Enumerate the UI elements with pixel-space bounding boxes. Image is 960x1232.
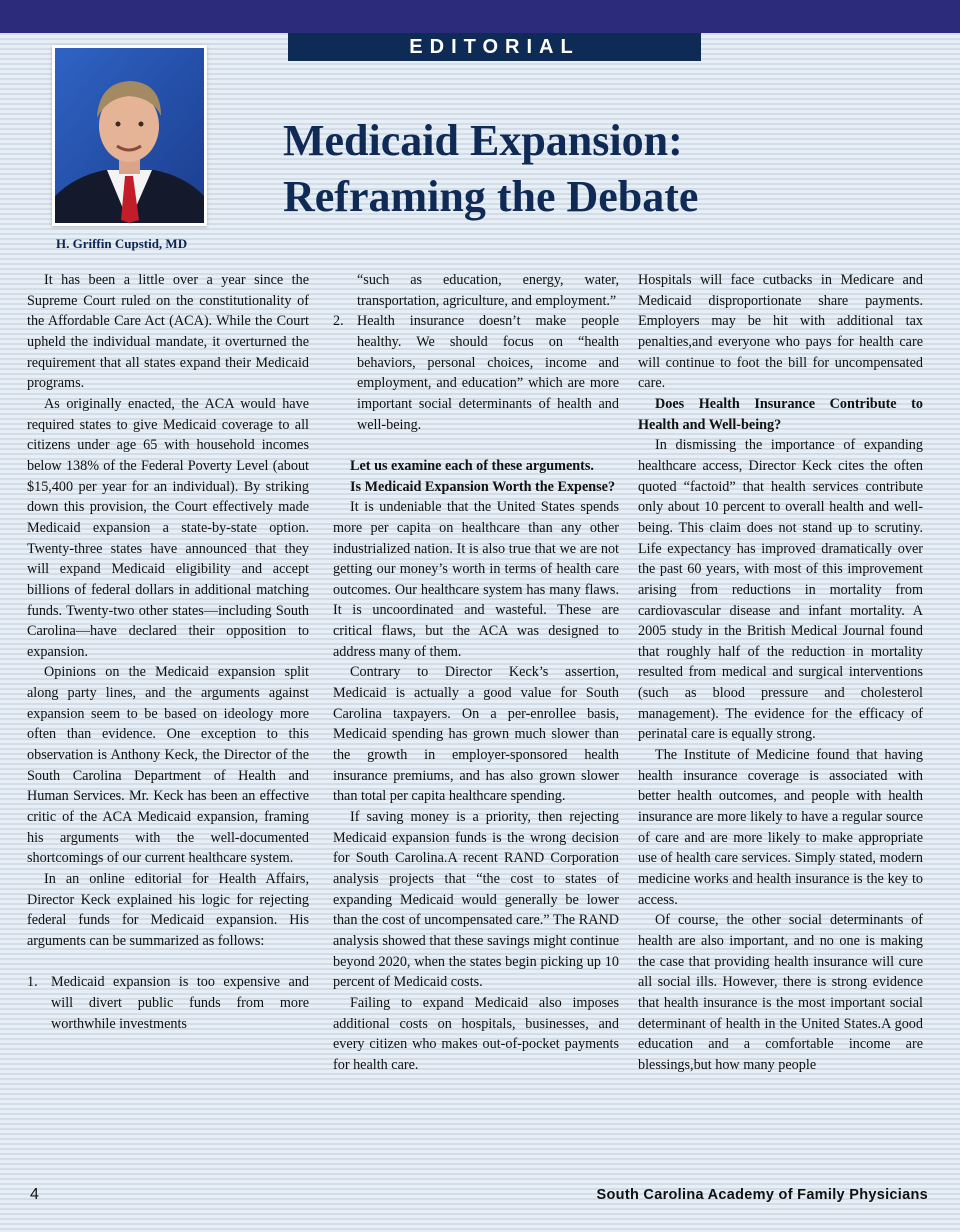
list-item (333, 270, 619, 311)
paragraph: Contrary to Director Keck’s assertion, Medicaid is actually a good value for South Carolina taxpayers. On a per-enrollee basis, Medicaid spending has grown much slower than the growth in employer-sponsored health insurance premiums, and has also grown slower than total per capita healthcare spending. (333, 664, 619, 805)
list-number: 1. (27, 974, 38, 991)
paragraph: In dismissing the importance of expanding healthcare access, Director Keck cites the often quoted “factoid” that health services contribute only about 10 percent to overall health and well-being. This claim does not stand up to scrutiny. Life expectancy has improved dramatically over the past 60 years, with most of this improvement arising from reductions in mortality from cardiovascular disease and infant mortality. A 2005 study in the British Medical Journal found that roughly half of the reduction in mortality resulted from medical and surgical interventions (such as blood pressure and cholesterol management). The evidence for the efficacy of perinatal care is equally strong. (638, 437, 923, 743)
column-2 (333, 270, 619, 1076)
list-item-text: Health insurance doesn’t make people healthy. We should focus on “health behaviors, personal choices, income and employment, and education” which are more important social determinants of health and well-being. (357, 313, 619, 433)
author-photo (52, 45, 207, 226)
section-heading: Does Health Insurance Contribute to Health and Well-being? (638, 395, 923, 433)
list-number: 2. (333, 313, 344, 330)
page-number: 4 (30, 1186, 39, 1203)
publication-name: South Carolina Academy of Family Physicians (596, 1187, 928, 1203)
list-item (27, 972, 309, 1034)
paragraph: Hospitals will face cutbacks in Medicare and Medicaid disproportionate share payments. Employers may be hit with additional tax penalties,and everyone who pays for health care will continue to foot the bill for uncompensated care. (638, 272, 923, 392)
title-line-2: Reframing the Debate (283, 172, 699, 221)
section-label: EDITORIAL (288, 33, 701, 61)
list-item-text: “such as education, energy, water, transportation, agriculture, and employment.” (357, 272, 619, 309)
author-portrait-icon (55, 48, 204, 223)
spacer (27, 952, 309, 973)
paragraph: Opinions on the Medicaid expansion split along party lines, and the arguments against expansion seem to be based on ideology more often than evidence. One exception to this observation is Anthony Keck, the Director of the South Carolina Department of Health and Human Services. Mr. Keck has been an effective critic of the ACA Medicaid expansion, framing his arguments with the well-documented shortcomings of our current healthcare system. (27, 664, 309, 867)
argument-list (27, 972, 309, 1034)
top-banner (0, 0, 960, 33)
paragraph: In an online editorial for Health Affairs, Director Keck explained his logic for rejecting federal funds for Medicaid expansion. His arguments can be summarized as follows: (27, 871, 309, 949)
author-name: H. Griffin Cupstid, MD (56, 236, 188, 251)
column-1 (27, 270, 309, 1034)
paragraph: Failing to expand Medicaid also imposes additional costs on hospitals, businesses, and every citizen who makes out-of-pocket payments for health care. (333, 994, 619, 1073)
argument-list-continued (333, 270, 619, 435)
column-3 (638, 270, 923, 1076)
paragraph: It has been a little over a year since the Supreme Court ruled on the constitutionality of the Affordable Care Act (ACA). While the Court upheld the individual mandate, it overturned the requirement that all states expand their Medicaid programs. (27, 272, 309, 392)
section-heading: Is Medicaid Expansion Worth the Expense? (350, 478, 616, 495)
list-item (333, 311, 619, 435)
spacer (333, 435, 619, 456)
list-item-text: Medicaid expansion is too expensive and will divert public funds from more worthwhile investments (51, 974, 309, 1032)
title-line-1: Medicaid Expansion: (283, 116, 683, 165)
paragraph: The Institute of Medicine found that having health insurance coverage is associated with better health outcomes, and people with health insurance are more likely to have a regular source of care and are more likely to make appropriate use of health care services. Simply stated, modern medicine works and health insurance is the key to access. (638, 747, 923, 908)
paragraph: If saving money is a priority, then rejecting Medicaid expansion funds is the wrong decision for South Carolina.A recent RAND Corporation analysis projects that “the cost to states of expanding Medicaid would generally be lower than the cost of uncompensated care.” The RAND analysis showed that these savings might continue beyond 2020, when the states begin picking up 10 percent of Medicaid costs. (333, 809, 619, 991)
paragraph: Of course, the other social determinants of health are also important, and no one is making the case that providing health insurance will cure all social ills. However, there is strong evidence that health insurance is the most important social determinant of health in the United States.A good education and a comfortable income are blessings,but how many people (638, 912, 923, 1073)
article-title (283, 113, 923, 225)
paragraph: It is undeniable that the United States spends more per capita on healthcare than any other industrialized nation. It is also true that we are not getting our money’s worth in terms of health care outcomes. Our healthcare system has many flaws. It is uncoordinated and wasteful. These are critical flaws, but the ACA was designed to address many of them. (333, 499, 619, 660)
section-heading: Let us examine each of these arguments. (350, 457, 594, 474)
paragraph: As originally enacted, the ACA would have required states to give Medicaid coverage to all citizens under age 65 with household incomes below 138% of the Federal Poverty Level (about $15,400 per year for an individual). By striking down this provision, the Court effectively made Medicaid expansion a state-by-state option. Twenty-three states have announced that they will expand Medicaid eligibility and accept billions of federal dollars in additional matching funds. Twenty-two other states—including South Carolina—have declared their opposition to expansion. (27, 395, 309, 660)
